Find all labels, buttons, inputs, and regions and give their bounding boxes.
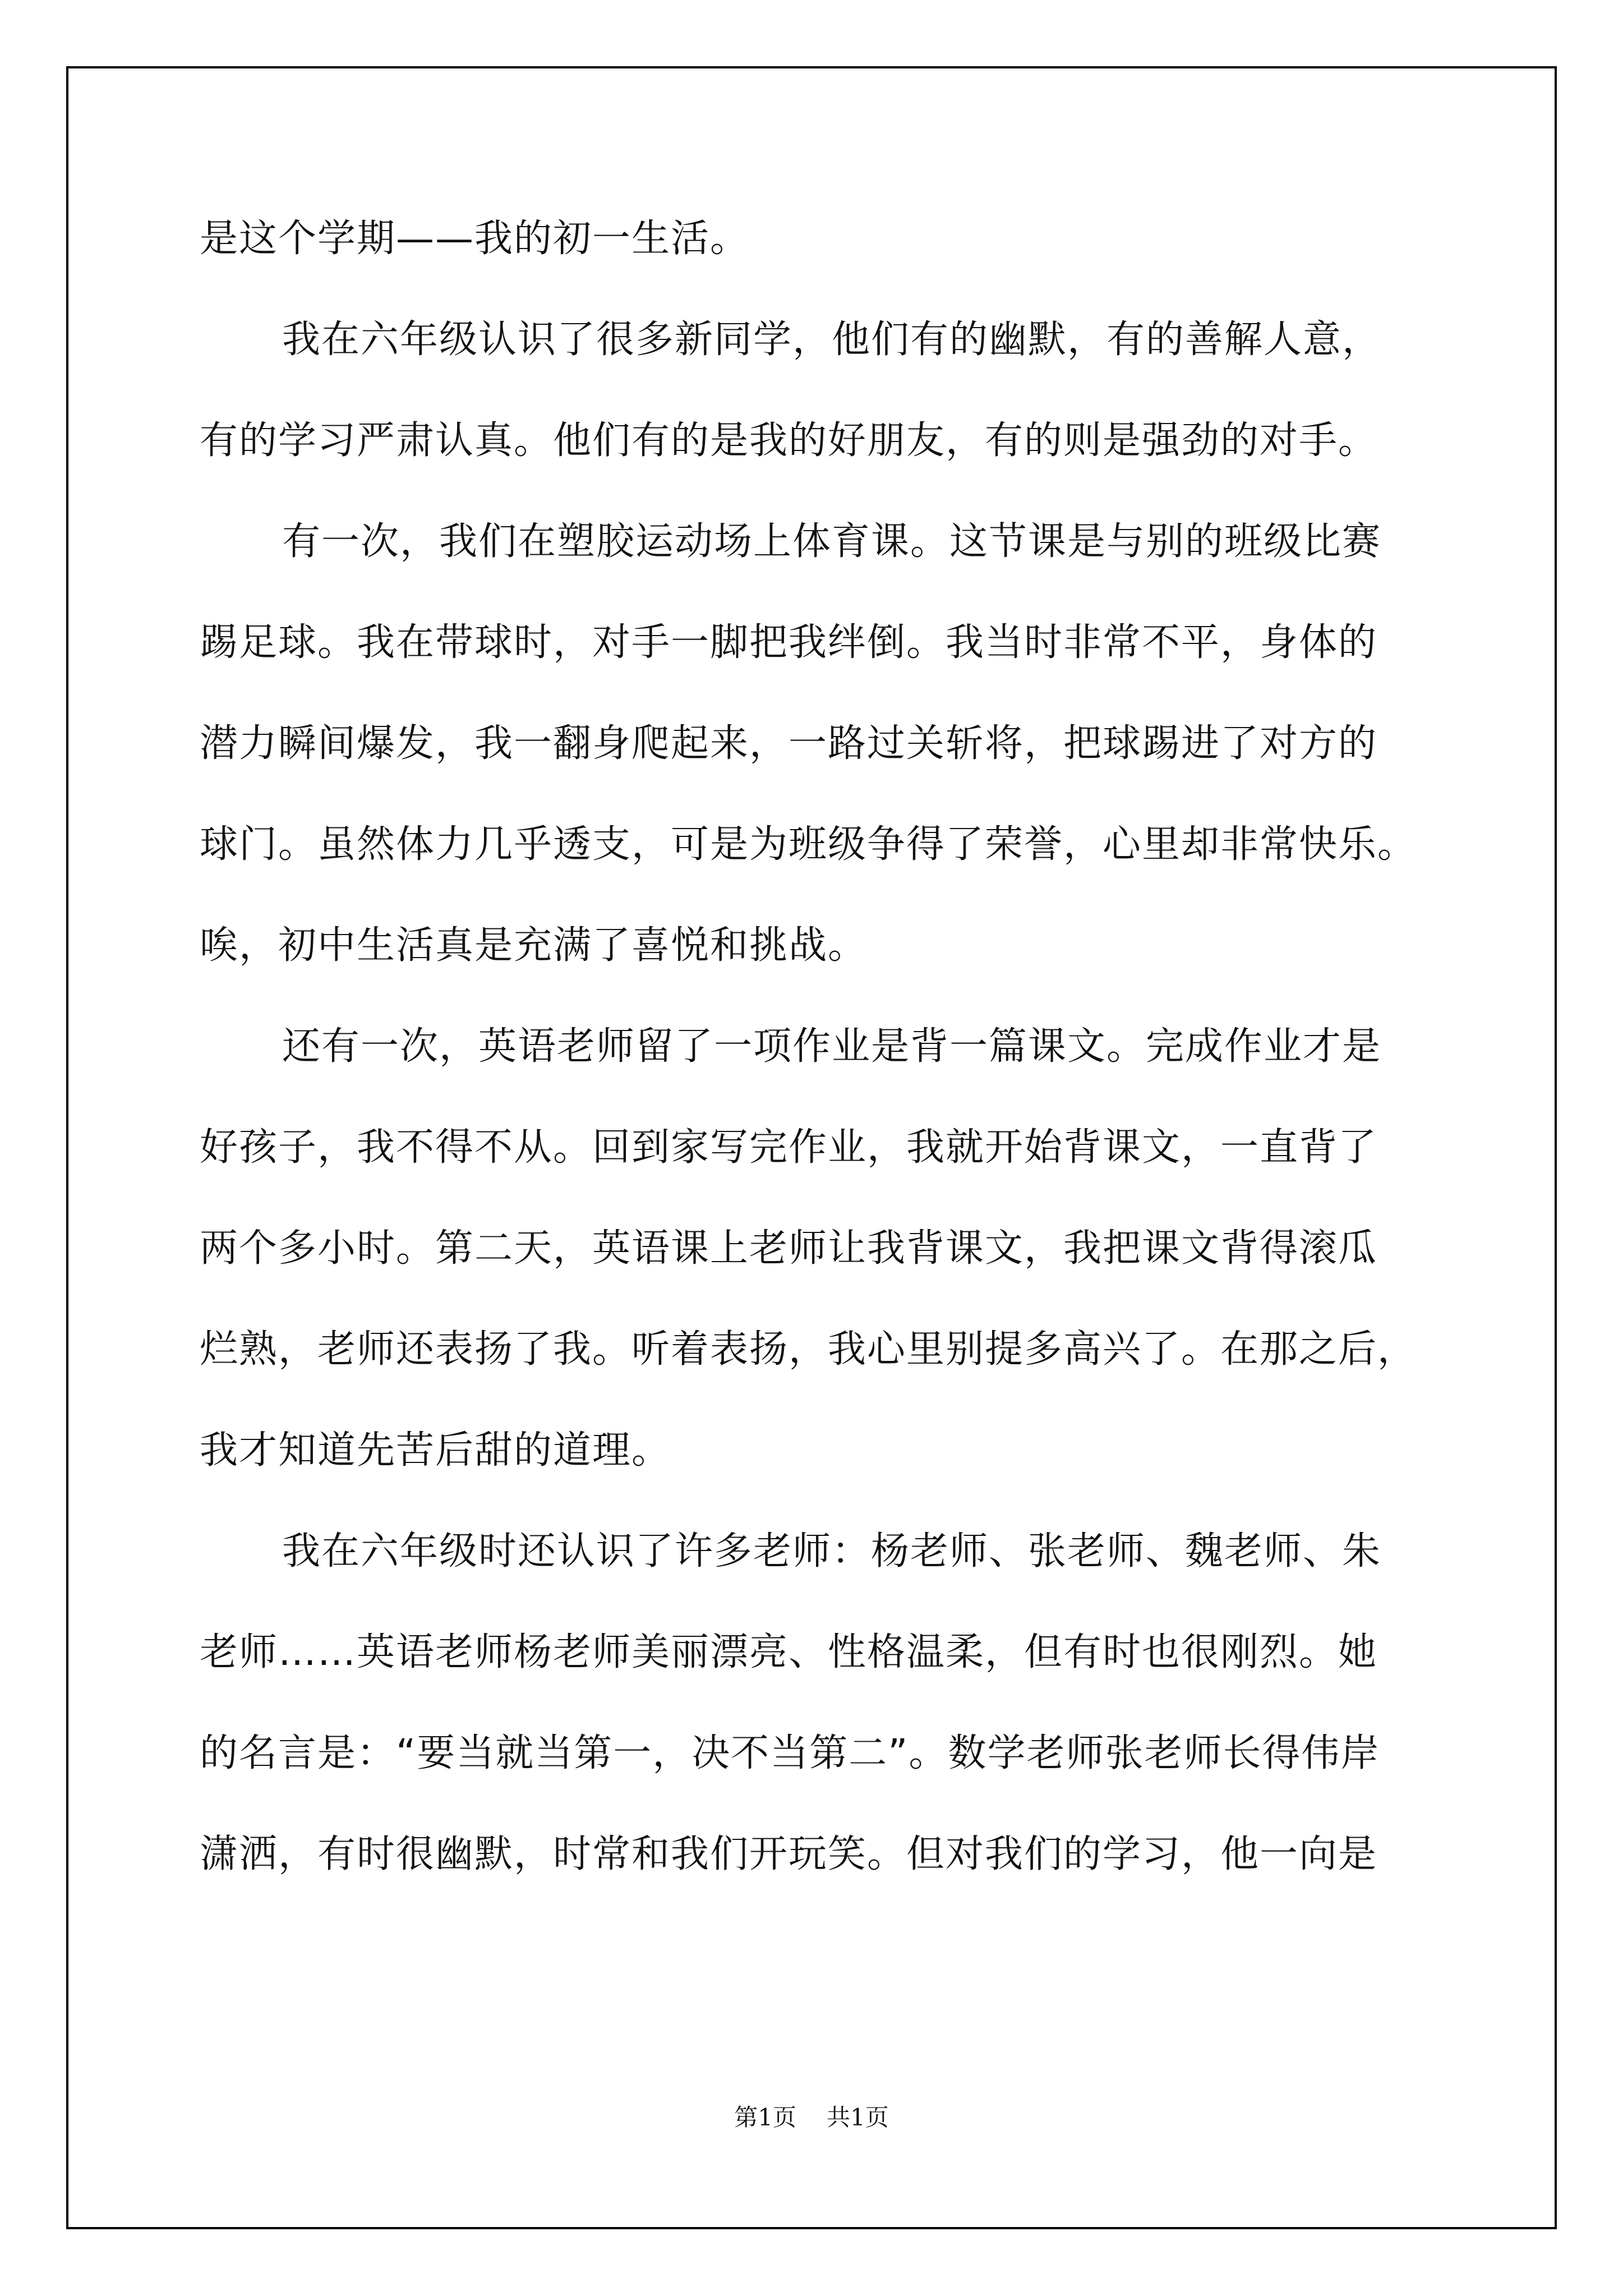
- text-line-3: 有的学习严肃认真。他们有的是我的好朋友，有的则是强劲的对手。: [200, 418, 1378, 463]
- text-line-13: 我才知道先苦后甜的道理。: [200, 1428, 671, 1473]
- text-line-12: 烂熟，老师还表扬了我。听着表扬，我心里别提多高兴了。在那之后，: [200, 1327, 1417, 1372]
- text-line-1: 是这个学期——我的初一生活。: [200, 217, 750, 261]
- text-line-10: 好孩子，我不得不从。回到家写完作业，我就开始背课文，一直背了: [200, 1125, 1378, 1170]
- text-line-9: 还有一次，英语老师留了一项作业是背一篇课文。完成作业才是: [282, 1024, 1382, 1069]
- text-line-15: 老师……英语老师杨老师美丽漂亮、性格温柔，但有时也很刚烈。她: [200, 1630, 1378, 1674]
- text-line-14: 我在六年级时还认识了许多老师：杨老师、张老师、魏老师、朱: [282, 1529, 1382, 1573]
- text-line-5: 踢足球。我在带球时，对手一脚把我绊倒。我当时非常不平，身体的: [200, 620, 1378, 665]
- text-line-8: 唉，初中生活真是充满了喜悦和挑战。: [200, 923, 868, 968]
- text-line-4: 有一次，我们在塑胶运动场上体育课。这节课是与别的班级比赛: [282, 519, 1382, 564]
- text-line-17: 潇洒，有时很幽默，时常和我们开玩笑。但对我们的学习，他一向是: [200, 1832, 1378, 1876]
- text-line-11: 两个多小时。第二天，英语课上老师让我背课文，我把课文背得滚瓜: [200, 1226, 1378, 1271]
- page-number-total: 共1页: [827, 2104, 889, 2131]
- text-line-6: 潜力瞬间爆发，我一翻身爬起来，一路过关斩将，把球踢进了对方的: [200, 721, 1378, 766]
- page-number-current: 第1页: [734, 2104, 796, 2131]
- page-footer: [0, 2104, 1623, 2132]
- text-line-16: 的名言是：“要当就当第一，决不当第二”。数学老师张老师长得伟岸: [200, 1731, 1380, 1775]
- text-line-7: 球门。虽然体力几乎透支，可是为班级争得了荣誉，心里却非常快乐。: [200, 822, 1417, 867]
- text-line-2: 我在六年级认识了很多新同学，他们有的幽默，有的善解人意，: [282, 318, 1382, 362]
